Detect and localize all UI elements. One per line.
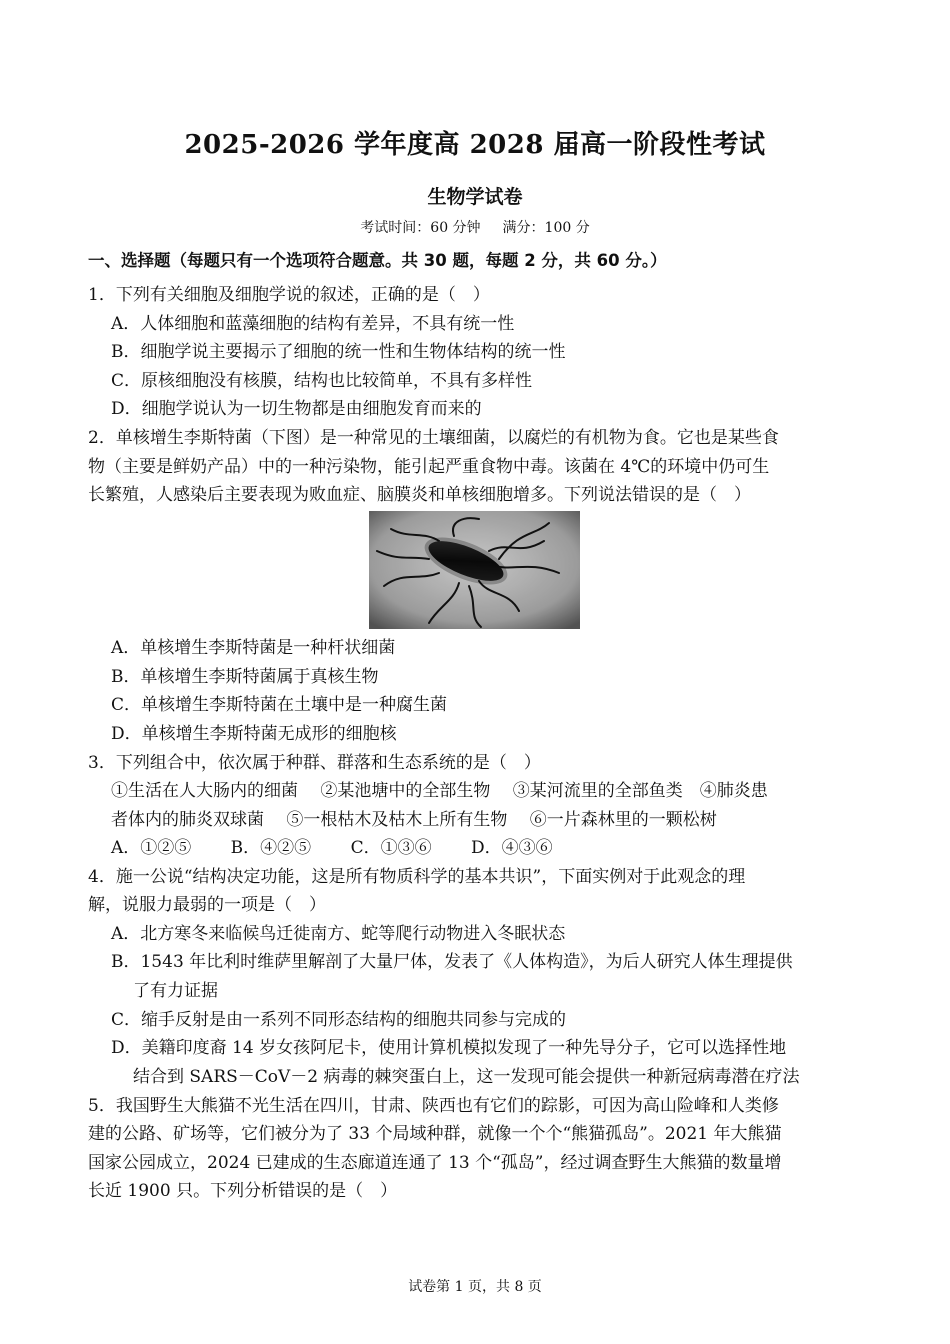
q2-stem-line3: 长繁殖，人感染后主要表现为败血症、脑膜炎和单核细胞增多。下列说法错误的是（ ）: [88, 485, 751, 505]
q3-options: A．①②⑤ B．④②⑤ C．①③⑥ D．④③⑥: [111, 838, 553, 858]
exam-score: 满分：100 分: [502, 220, 590, 236]
exam-title: 2025-2026 学年度高 2028 届高一阶段性考试: [184, 130, 766, 160]
q5-stem-line1: 5．我国野生大熊猫不光生活在四川，甘肃、陕西也有它们的踪影，可因为高山险峰和人类修: [88, 1096, 779, 1116]
q4-option-b-line2: 了有力证据: [133, 981, 218, 1001]
exam-time: 考试时间：60 分钟: [360, 220, 481, 236]
q4-option-d-line2: 结合到 SARS－CoV－2 病毒的棘突蛋白上，这一发现可能会提供一种新冠病毒潜在疗法: [133, 1067, 800, 1087]
section-heading: 一、选择题（每题只有一个选项符合题意。共 30 题，每题 2 分，共 60 分。）: [88, 251, 667, 270]
q4-option-b-line1: B．1543 年比利时维萨里解剖了大量尸体，发表了《人体构造》，为后人研究人体生理提供: [111, 952, 793, 972]
q2-stem-line1: 2．单核增生李斯特菌（下图）是一种常见的土壤细菌，以腐烂的有机物为食。它也是某些食: [88, 428, 779, 448]
q1-option-a: A．人体细胞和蓝藻细胞的结构有差异，不具有统一性: [111, 314, 515, 334]
q4-option-a: A．北方寒冬来临候鸟迁徙南方、蛇等爬行动物进入冬眠状态: [111, 924, 566, 944]
q2-stem-line2: 物（主要是鲜奶产品）中的一种污染物，能引起严重食物中毒。该菌在 4℃的环境中仍可生: [88, 457, 770, 477]
exam-meta: [0, 217, 950, 237]
q1-option-c: C．原核细胞没有核膜，结构也比较简单，不具有多样性: [111, 371, 533, 391]
q4-stem-line1: 4．施一公说“结构决定功能，这是所有物质科学的基本共识”，下面实例对于此观念的理: [88, 867, 746, 887]
page-footer: 试卷第 1 页，共 8 页: [408, 1279, 542, 1295]
q2-option-b: B．单核增生李斯特菌属于真核生物: [111, 667, 379, 687]
q5-stem-line4: 长近 1900 只。下列分析错误的是（ ）: [88, 1181, 398, 1201]
q2-option-c: C．单核增生李斯特菌在土壤中是一种腐生菌: [111, 695, 448, 715]
listeria-micrograph-image: [369, 511, 580, 629]
q4-option-d-line1: D．美籍印度裔 14 岁女孩阿尼卡，使用计算机模拟发现了一种先导分子，它可以选择性地: [111, 1038, 787, 1058]
q4-stem-line2: 解，说服力最弱的一项是（ ）: [88, 895, 326, 915]
exam-subtitle: 生物学试卷: [427, 186, 523, 208]
q1-option-d: D．细胞学说认为一切生物都是由细胞发育而来的: [111, 399, 482, 419]
q5-stem-line2: 建的公路、矿场等，它们被分为了 33 个局域种群，就像一个个“熊猫孤岛”。2021 年大熊猫: [88, 1124, 782, 1144]
q3-items-line1: ①生活在人大肠内的细菌 ②某池塘中的全部生物 ③某河流里的全部鱼类 ④肺炎患: [111, 781, 768, 801]
q1-stem: 1．下列有关细胞及细胞学说的叙述，正确的是（ ）: [88, 285, 490, 305]
q3-stem: 3．下列组合中，依次属于种群、群落和生态系统的是（ ）: [88, 753, 541, 773]
q4-option-c: C．缩手反射是由一系列不同形态结构的细胞共同参与完成的: [111, 1010, 567, 1030]
q1-option-b: B．细胞学说主要揭示了细胞的统一性和生物体结构的统一性: [111, 342, 566, 362]
q2-option-d: D．单核增生李斯特菌无成形的细胞核: [111, 724, 397, 744]
q2-option-a: A．单核增生李斯特菌是一种杆状细菌: [111, 638, 396, 658]
q5-stem-line3: 国家公园成立，2024 已建成的生态廊道连通了 13 个“孤岛”，经过调查野生大熊猫的数量增: [88, 1153, 782, 1173]
q3-items-line2: 者体内的肺炎双球菌 ⑤一根枯木及枯木上所有生物 ⑥一片森林里的一颗松树: [111, 810, 717, 830]
